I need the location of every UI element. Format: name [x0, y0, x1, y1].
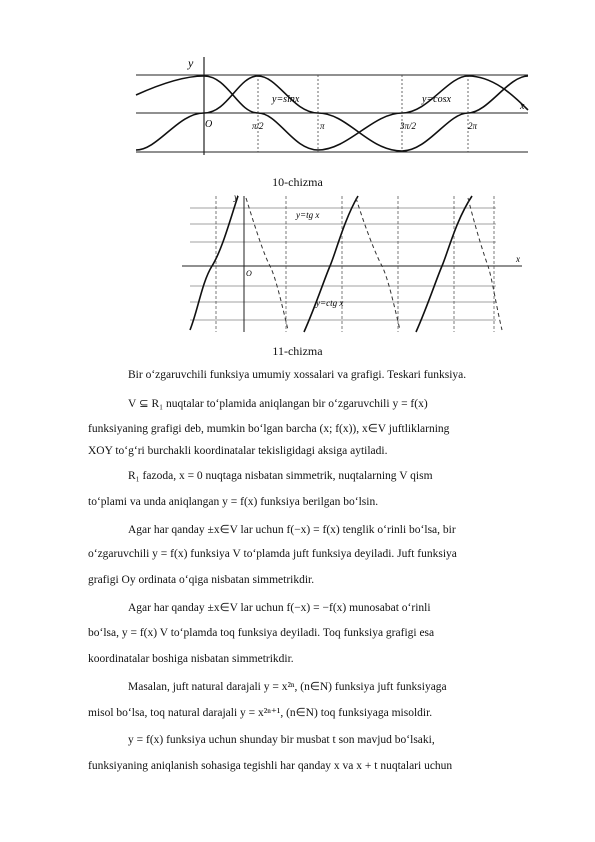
paragraph-line-4: XOY to‘g‘ri burchakli koordinatalar tekisligidagi aksiga aytiladi. [88, 445, 388, 457]
cos-label: y=cosx [422, 94, 451, 105]
paragraph-line-10: Agar har qanday ±x∈V lar uchun f(−x) = −f(x) munosabat o‘rinli [128, 602, 431, 614]
figure-caption-11: 11-chizma [272, 344, 323, 358]
paragraph-line-7: Agar har qanday ±x∈V lar uchun f(−x) = f(x) tenglik o‘rinli bo‘lsa, bir [128, 524, 456, 536]
y-axis-label: y [234, 192, 238, 202]
paragraph-line-11: bo‘lsa, y = f(x) V to‘plamda toq funksiya deyiladi. Toq funksiya grafigi esa [88, 627, 435, 639]
paragraph-line-13: Masalan, juft natural darajali y = x²ⁿ, (n∈N) funksiya juft funksiyaga [128, 681, 447, 693]
ctg-label: y=ctg x [316, 298, 344, 308]
origin-label: O [205, 119, 213, 130]
paragraph-line-6: to‘plami va unda aniqlangan y = f(x) funksiya berilgan bo‘lsin. [88, 496, 379, 508]
sine-cosine-graph [128, 55, 530, 160]
tangent-branch-3 [416, 196, 472, 332]
cotangent-branch-2 [356, 198, 400, 330]
tangent-branch-1 [190, 196, 238, 330]
paragraph-line-14: misol bo‘lsa, toq natural darajali y = x²ⁿ⁺¹, (n∈N) toq funksiyaga misoldir. [88, 707, 433, 719]
tangent-cotangent-graph [176, 190, 528, 335]
sin-label: y=sinx [272, 94, 300, 105]
tick-2pi: 2π [468, 121, 478, 131]
tick-3pi2: 3π/2 [400, 121, 417, 131]
paragraph-line-5: R₁ fazoda, x = 0 nuqtaga nisbatan simmetrik, nuqtalarning V qism [128, 470, 433, 482]
paragraph-line-12: koordinatalar boshiga nisbatan simmetrikdir. [88, 653, 294, 665]
paragraph-line-9: grafigi Oy ordinata o‘qiga nisbatan simmetrikdir. [88, 574, 315, 586]
tick-pi: π [320, 121, 325, 131]
x-axis-label: x [520, 101, 525, 112]
paragraph-line-8: o‘zgaruvchili y = f(x) funksiya V to‘plamda juft funksiya deyiladi. Juft funksiya [88, 548, 457, 560]
paragraph-line-1: Bir o‘zgaruvchili funksiya umumiy xossalari va grafigi. Teskari funksiya. [128, 369, 467, 381]
tg-label: y=tg x [296, 210, 320, 220]
paragraph-line-2: V ⊆ R₁ nuqtalar to‘plamida aniqlangan bir o‘zgaruvchili y = f(x) [128, 398, 428, 410]
figure-caption-10: 10-chizma [272, 175, 323, 189]
paragraph-line-16: funksiyaning aniqlanish sohasiga tegishli har qanday x va x + t nuqtalari uchun [88, 760, 453, 772]
paragraph-line-15: y = f(x) funksiya uchun shunday bir musbat t son mavjud bo‘lsaki, [128, 734, 435, 746]
cotangent-branch-1 [246, 198, 288, 330]
origin-label: O [246, 269, 252, 278]
tick-pi2: π/2 [252, 121, 264, 131]
x-axis-label: x [516, 254, 520, 264]
paragraph-line-3: funksiyaning grafigi deb, mumkin bo‘lgan barcha (x; f(x)), x∈V juftliklarning [88, 423, 450, 435]
cotangent-branch-3 [468, 198, 502, 330]
y-axis-label: y [188, 56, 194, 70]
